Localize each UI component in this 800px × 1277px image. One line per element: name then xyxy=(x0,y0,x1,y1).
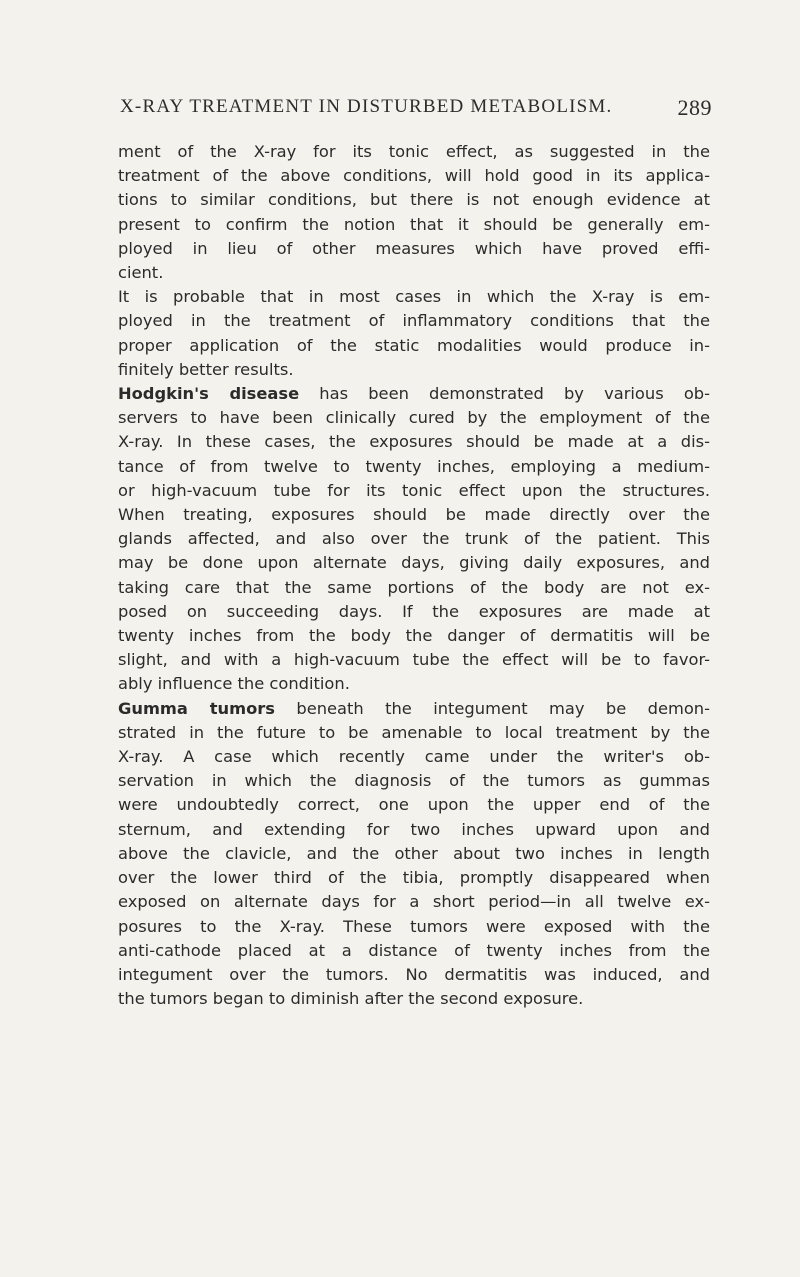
text-line: When treating, exposures should be made directly over the xyxy=(118,505,710,525)
text-line: anti-cathode placed at a distance of twenty inches from the xyxy=(118,940,710,960)
body-text xyxy=(118,140,710,1011)
paragraph-lead-term: Gumma tumors xyxy=(118,698,275,718)
running-head-title: X-RAY TREATMENT IN DISTURBED METABOLISM. xyxy=(120,96,613,117)
text-line-rest: beneath the integument may be demon- xyxy=(274,698,710,718)
text-line: or high-vacuum tube for its tonic effect upon the structures. xyxy=(118,480,710,500)
text-line: treatment of the above conditions, will hold good in its applica- xyxy=(118,166,710,186)
text-line: glands affected, and also over the trunk of the patient. This xyxy=(118,529,710,549)
text-line: ment of the X-ray for its tonic effect, as suggested in the xyxy=(118,142,710,161)
page-number: 289 xyxy=(677,95,712,120)
running-head xyxy=(118,96,710,122)
text-line-with-lead xyxy=(118,382,710,406)
text-line: present to confirm the notion that it should be generally em- xyxy=(118,214,710,234)
text-line: proper application of the static modalities would produce in- xyxy=(118,335,710,355)
text-line: slight, and with a high-vacuum tube the effect will be to favor- xyxy=(118,650,710,670)
text-line: sternum, and extending for two inches upward upon and xyxy=(118,819,710,839)
text-line: twenty inches from the body the danger of dermatitis will be xyxy=(118,626,710,646)
text-line: ployed in lieu of other measures which have proved effi- xyxy=(118,238,710,258)
text-line: servers to have been clinically cured by the employment of the xyxy=(118,408,710,428)
text-line: ably influence the condition. xyxy=(118,674,350,694)
paragraph-2 xyxy=(118,285,710,382)
text-line: tance of from twelve to twenty inches, employing a medium- xyxy=(118,456,710,476)
text-line: the tumors began to diminish after the second exposure. xyxy=(118,989,584,1009)
text-line: cient. xyxy=(118,263,164,283)
text-line: over the lower third of the tibia, promptly disappeared when xyxy=(118,868,710,888)
text-line: may be done upon alternate days, giving daily exposures, and xyxy=(118,553,710,573)
text-line: exposed on alternate days for a short period—in all twelve ex- xyxy=(118,892,710,912)
text-line: taking care that the same portions of the body are not ex- xyxy=(118,577,710,597)
text-line: integument over the tumors. No dermatitis was induced, and xyxy=(118,964,710,984)
text-line-with-lead xyxy=(118,697,710,721)
text-line: It is probable that in most cases in which the X-ray is em- xyxy=(118,287,710,307)
text-line: were undoubtedly correct, one upon the upper end of the xyxy=(118,795,710,815)
paragraph-3 xyxy=(118,382,710,697)
paragraph-1 xyxy=(118,140,710,285)
text-line: tions to similar conditions, but there is not enough evidence at xyxy=(118,190,710,210)
text-line: finitely better results. xyxy=(118,359,294,379)
text-line: posures to the X-ray. These tumors were exposed with the xyxy=(118,916,710,936)
text-line: servation in which the diagnosis of the tumors as gummas xyxy=(118,771,710,791)
text-line: above the clavicle, and the other about two inches in length xyxy=(118,843,710,863)
text-line: posed on succeeding days. If the exposures are made at xyxy=(118,601,710,621)
paragraph-lead-term: Hodgkin's disease xyxy=(118,384,300,404)
text-line: strated in the future to be amenable to local treatment by the xyxy=(118,722,710,742)
paragraph-4 xyxy=(118,697,710,1012)
text-line: ployed in the treatment of inflammatory conditions that the xyxy=(118,311,710,331)
book-page xyxy=(118,96,710,1011)
text-line: X-ray. A case which recently came under the writer's ob- xyxy=(118,747,710,767)
text-line: X-ray. In these cases, the exposures should be made at a dis- xyxy=(118,432,710,452)
text-line-rest: has been demonstrated by various ob- xyxy=(299,384,711,404)
